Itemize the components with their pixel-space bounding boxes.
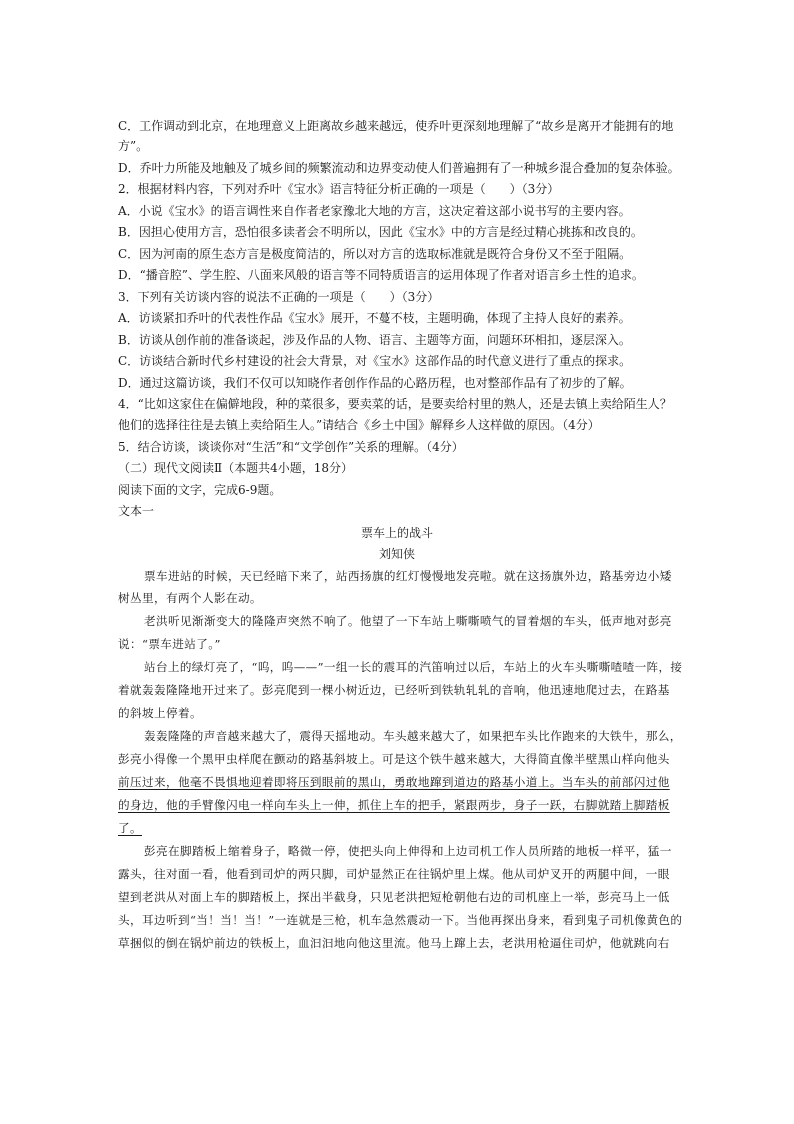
q3-option-d: D．通过这篇访谈，我们不仅可以知晓作者创作作品的心路历程，也对整部作品有了初步的了解。 (118, 376, 632, 390)
question-4-line-2: 他们的选择往往是去镇上卖给陌生人。”请结合《乡土中国》解释乡人这样做的原因。（4分） (118, 418, 600, 432)
option-c-line-2: 方”。 (118, 139, 149, 153)
story-line: 轰轰隆隆的声音越来越大了，震得天摇地动。车头越来越大了，如果把车头比作跑来的大铁牛，那么， (144, 729, 682, 743)
story-title: 票车上的战斗 (360, 526, 433, 540)
story-line: 露头，往对面一看，他看到司炉的两只脚，司炉显然正在往锅炉里上煤。他从司炉叉开的两腿中间，一眼 (118, 867, 670, 881)
section-heading: （二）现代文阅读Ⅱ（本题共4小题，18分） (118, 461, 354, 475)
story-line: 站台上的绿灯亮了，“呜，呜——”一组一长的震耳的汽笛响过以后，车站上的火车头嘶嘶喳喳一阵，接 (144, 660, 683, 674)
q2-option-c: C．因为河南的原生态方言是极度简洁的，所以对方言的选取标准就是既符合身份又不至于阻隔。 (118, 247, 632, 261)
q3-option-c: C．访谈结合新时代乡村建设的社会大背景，对《宝水》这部作品的时代意义进行了重点的探求。 (118, 354, 632, 368)
story-line-underlined: 的身边，他的手臂像闪电一样向车头上一伸，抓住上车的把手，紧跟两步，身子一跃，右脚就踏上脚踏板 (118, 798, 670, 812)
question-5: 5．结合访谈，谈谈你对“生活”和“文学创作”关系的理解。（4分） (118, 440, 464, 454)
story-line: 老洪听见渐渐变大的隆隆声突然不响了。他望了一下车站上嘶嘶喷气的冒着烟的车头，低声地对彭亮 (144, 614, 672, 628)
story-line: 树丛里，有两个人影在动。 (118, 591, 262, 605)
q2-option-b: B．因担心使用方言，恐怕很多读者会不明所以，因此《宝水》中的方言是经过精心挑拣和改良的。 (118, 225, 643, 239)
story-line-underlined: 了。 (118, 821, 142, 835)
option-d: D．乔叶力所能及地触及了城乡间的频繁流动和边界变动使人们普遍拥有了一种城乡混合叠加的复杂体验。 (118, 161, 680, 175)
story-line: 说：“票车进站了。” (118, 637, 221, 651)
story-line: 望到老洪从对面上车的脚踏板上，探出半截身，只见老洪把短枪朝他右边的司机座上一举，彭亮马上一低 (118, 890, 670, 904)
story-line: 彭亮小得像一个黑甲虫样爬在颤动的路基斜坡上。可是这个铁牛越来越大，大得简直像半壁黑山样向他头 (118, 752, 670, 766)
q3-option-b: B．访谈从创作前的准备谈起，涉及作品的人物、语言、主题等方面，问题环环相扣，逐层深入。 (118, 333, 631, 347)
story-line: 着就轰轰隆隆地开过来了。彭亮爬到一棵小树近边，已经听到铁轨轧轧的音响，他迅速地爬过去，在路基 (118, 683, 670, 697)
reading-instruction: 阅读下面的文字，完成6-9题。 (118, 483, 282, 497)
story-line: 的斜坡上停着。 (118, 706, 202, 720)
option-c-line-1: C．工作调动到北京，在地理意义上距离故乡越来越远，使乔叶更深刻地理解了“故乡是离开才能拥有的地 (118, 119, 674, 133)
story-line-underlined: 前压过来，他毫不畏惧地迎着即将压到眼前的黑山，勇敢地蹿到道边的路基小道上。当车头的前部闪过他 (118, 775, 670, 789)
story-line: 草捆似的倒在锅炉前边的铁板上，血汩汩地向他这里流。他马上蹿上去，老洪用枪逼住司炉，他就跳向右 (118, 936, 670, 950)
question-3: 3．下列有关访谈内容的说法不正确的一项是（ ）（3分） (118, 290, 440, 304)
q3-option-a: A．访谈紧扣乔叶的代表性作品《宝水》展开，不蔓不枝，主题明确，体现了主持人良好的素养。 (118, 311, 631, 325)
q2-option-d: D．“播音腔”、学生腔、八面来风般的语言等不同特质语言的运用体现了作者对语言乡土性的追求。 (118, 268, 644, 282)
question-2: 2．根据材料内容，下列对乔叶《宝水》语言特征分析正确的一项是（ ）（3分） (118, 182, 560, 196)
story-line: 彭亮在脚踏板上缩着身子，略微一停，使把头向上伸得和上边司机工作人员所踏的地板一样平，猛一 (144, 844, 672, 858)
text-one-label: 文本一 (118, 504, 155, 518)
question-4-line-1: 4．“比如这家住在偏僻地段，种的菜很多，要卖菜的话，是要卖给村里的熟人，还是去镇上卖给陌生人？ (118, 397, 672, 411)
story-author: 刘知侠 (378, 547, 415, 561)
story-line: 头，耳边听到“当！当！当！”一连就是三枪，机车急然震动一下。当他再探出身来，看到鬼子司机像黄色的 (118, 913, 683, 927)
q2-option-a: A．小说《宝水》的语言调性来自作者老家豫北大地的方言，这决定着这部小说书写的主要内容。 (118, 204, 631, 218)
story-line: 票车进站的时候，天已经暗下来了，站西扬旗的红灯慢慢地发亮啦。就在这扬旗外边，路基旁边小矮 (144, 569, 672, 583)
